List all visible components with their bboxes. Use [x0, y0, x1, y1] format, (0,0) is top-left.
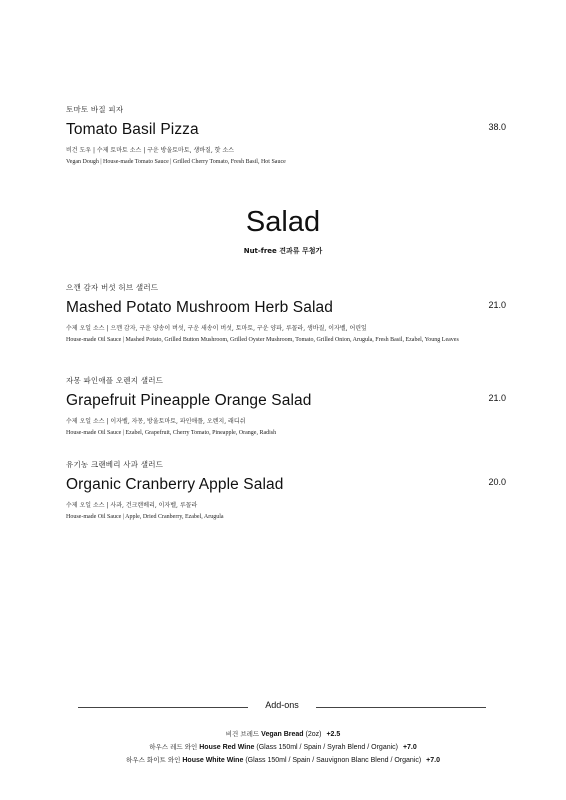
addon-detail: (Glass 150ml / Spain / Syrah Blend / Organic) [256, 744, 398, 751]
menu-item-grapefruit-salad [66, 375, 506, 438]
addon-house-white-wine [0, 755, 566, 764]
addon-vegan-bread [0, 729, 566, 738]
addon-english-name: House Red Wine [199, 744, 255, 751]
item-description-english: House-made Oil Sauce | Mashed Potato, Grilled Button Mushroom, Grilled Oyster Mushroom, Tomato, Grilled Onion, Arugula, Fresh Basil, Ezabel, Young Leaves [66, 337, 459, 343]
addon-english-name: Vegan Bread [261, 731, 304, 738]
item-description-korean: 비건 도우 | 수제 토마토 소스 | 구운 방울토마토, 생바질, 핫 소스 [66, 147, 234, 154]
item-description-english: House-made Oil Sauce | Ezabel, Grapefruit, Cherry Tomato, Pineapple, Orange, Radish [66, 430, 277, 436]
item-price: 21.0 [488, 393, 506, 403]
item-description-korean: 수제 오일 소스 | 사과, 건크랜베리, 이자벨, 루꼴라 [66, 502, 198, 509]
addon-english-name: House White Wine [182, 757, 244, 764]
menu-item-mashed-potato-salad [66, 282, 506, 345]
item-description-korean: 수제 오일 소스 | 이자벨, 자몽, 방울토마토, 파인애플, 오렌지, 래디쉬 [66, 418, 246, 425]
divider-line [78, 707, 248, 708]
addons-header [78, 700, 486, 714]
item-english-name: Mashed Potato Mushroom Herb Salad [66, 299, 333, 316]
section-subtitle: Nut-free 견과류 무첨가 [243, 247, 323, 255]
menu-item-tomato-basil-pizza [66, 104, 506, 167]
item-description-english: Vegan Dough | House-made Tomato Sauce | Grilled Cherry Tomato, Fresh Basil, Hot Sauce [66, 159, 286, 165]
addon-house-red-wine [0, 742, 566, 751]
item-price: 38.0 [488, 122, 506, 132]
addon-detail: (Glass 150ml / Spain / Sauvignon Blanc Blend / Organic) [245, 757, 422, 764]
addon-detail: (2oz) [305, 731, 322, 738]
item-english-name: Organic Cranberry Apple Salad [66, 476, 284, 493]
addons-title: Add-ons [265, 700, 299, 710]
addon-price: +7.0 [402, 744, 417, 751]
item-korean-name: 토마토 바질 피자 [66, 105, 124, 114]
section-title: Salad [245, 206, 321, 238]
addon-korean-name: 하우스 레드 와인 [149, 743, 198, 751]
item-korean-name: 자몽 파인애플 오렌지 샐러드 [66, 376, 164, 385]
item-description-english: House-made Oil Sauce | Apple, Dried Cranberry, Ezabel, Arugula [66, 514, 224, 520]
item-price: 21.0 [488, 300, 506, 310]
menu-item-cranberry-apple-salad [66, 459, 506, 522]
item-english-name: Grapefruit Pineapple Orange Salad [66, 392, 312, 409]
divider-line [316, 707, 486, 708]
addon-price: +2.5 [326, 731, 341, 738]
item-korean-name: 으깬 감자 버섯 허브 샐러드 [66, 283, 159, 292]
addon-korean-name: 하우스 화이트 와인 [126, 756, 181, 764]
item-english-name: Tomato Basil Pizza [66, 121, 199, 138]
item-korean-name: 유기농 크랜베리 사과 샐러드 [66, 460, 164, 469]
item-description-korean: 수제 오일 소스 | 으깬 감자, 구운 양송이 버섯, 구운 새송이 버섯, 토마토, 구운 양파, 루꼴라, 생바질, 이자벨, 어린잎 [66, 325, 367, 332]
addon-korean-name: 비건 브레드 [225, 730, 260, 738]
item-price: 20.0 [488, 477, 506, 487]
addon-price: +7.0 [426, 757, 440, 764]
